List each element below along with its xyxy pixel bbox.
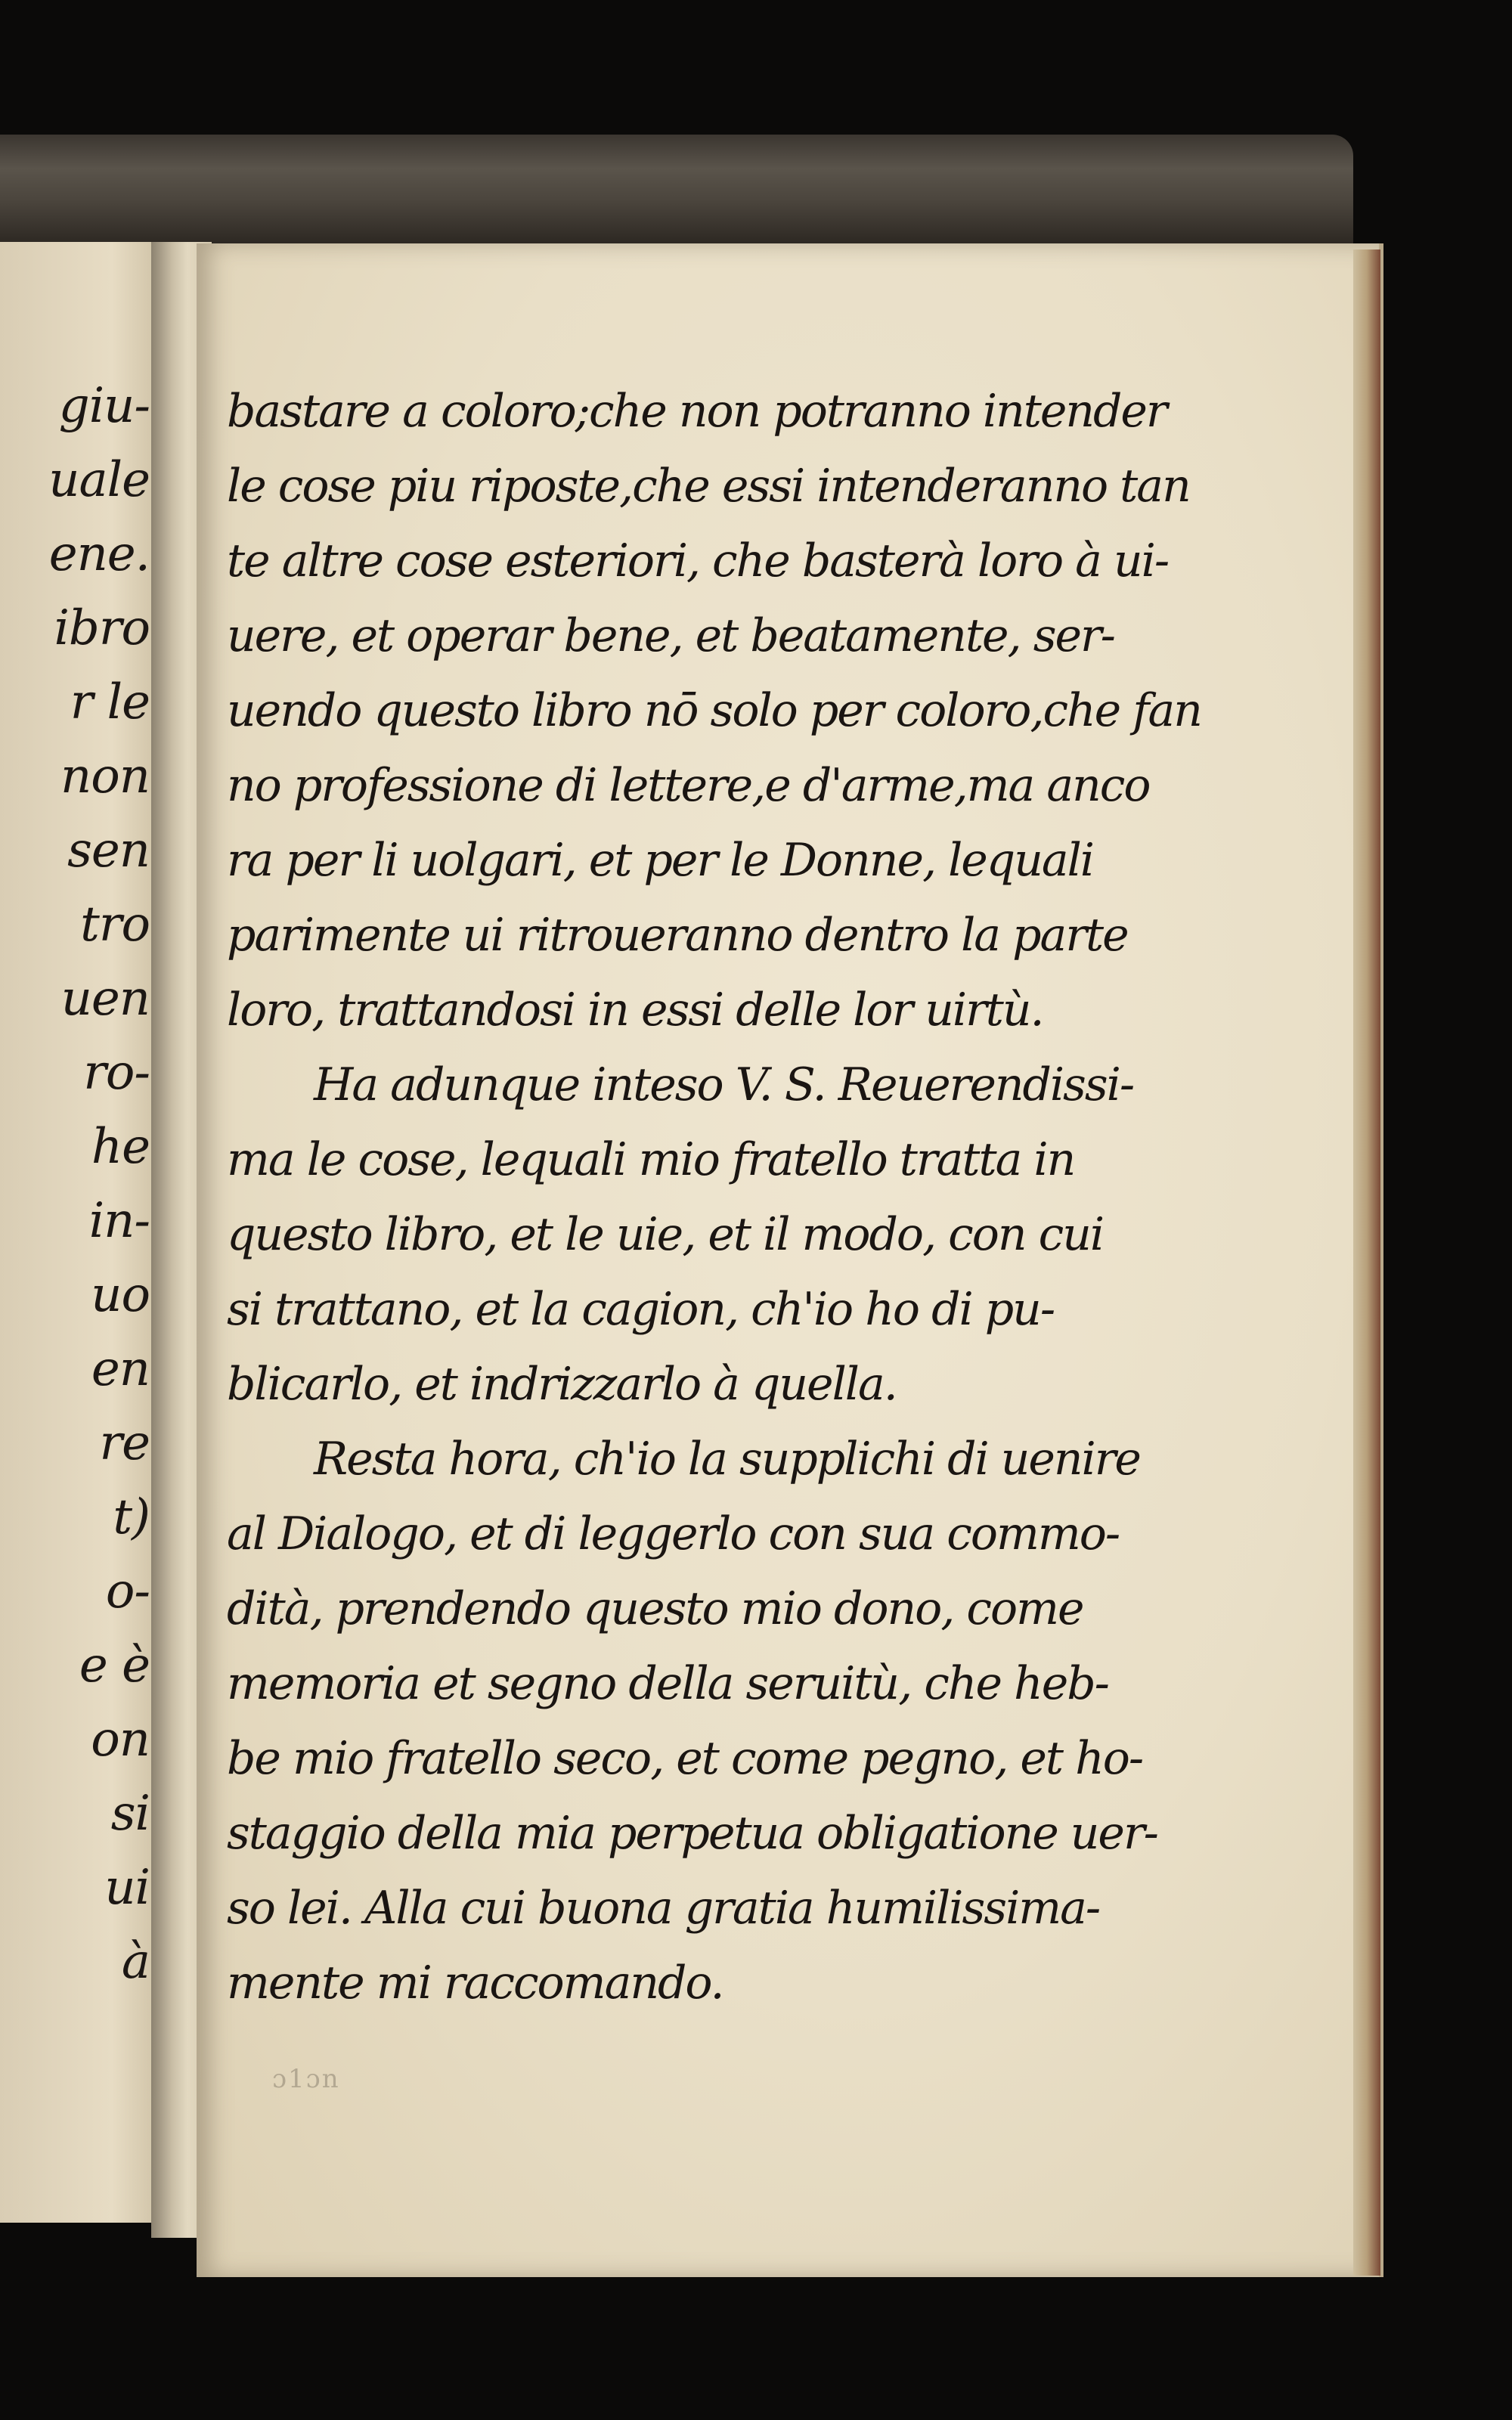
text-line: te altre cose esteriori, che basterà loro à ui- (227, 535, 1169, 587)
book-binding (0, 135, 1353, 248)
text-line: no professione di lettere,e d'arme,ma anco (227, 759, 1150, 812)
left-page-fragment: he (91, 1119, 150, 1175)
left-page-fragment: non (60, 748, 150, 804)
show-through-trace: ɔ1ɔn (272, 2064, 340, 2094)
left-page-fragment: si (110, 1786, 150, 1842)
left-page-fragment: re (99, 1415, 150, 1471)
left-page-fragment: ene. (48, 526, 150, 582)
left-page-fragment: t) (113, 1489, 150, 1545)
left-page-fragment: uo (91, 1267, 150, 1323)
text-line: staggio della mia perpetua obligatione uer- (227, 1807, 1157, 1860)
text-line: ra per li uolgari, et per le Donne, lequali (227, 834, 1093, 887)
text-line: mente mi raccomando. (227, 1957, 723, 2009)
text-line: be mio fratello seco, et come pegno, et ho- (227, 1732, 1143, 1785)
text-line: dità, prendendo questo mio dono, come (227, 1582, 1083, 1635)
paragraph-start-line: Resta hora, ch'io la supplichi di uenire (314, 1433, 1140, 1486)
left-page-fragment: ro- (83, 1045, 150, 1101)
text-line: bastare a coloro;che non potranno intender (227, 385, 1167, 438)
left-page-fragment: tro (80, 897, 150, 953)
text-line: al Dialogo, et di leggerlo con sua commo- (227, 1507, 1120, 1560)
left-page-fragment: sen (67, 823, 150, 878)
left-page-fragment: giu- (58, 378, 150, 434)
left-page-fragment: en (91, 1341, 150, 1397)
left-page-fragment: on (91, 1712, 150, 1768)
text-line: so lei. Alla cui buona gratia humilissima- (227, 1882, 1100, 1935)
text-line: parimente ui ritroueranno dentro la parte (227, 909, 1128, 962)
left-page-fragment: in- (88, 1193, 150, 1249)
text-line: questo libro, et le uie, et il modo, con cui (227, 1208, 1104, 1261)
text-line: memoria et segno della seruitù, che heb- (227, 1657, 1108, 1710)
page-edge (1353, 249, 1380, 2276)
left-page-fragment: ibro (54, 600, 150, 656)
left-page-fragment: uen (60, 971, 150, 1027)
text-line: uere, et operar bene, et beatamente, ser- (227, 609, 1114, 662)
text-line: blicarlo, et indrizzarlo à quella. (227, 1358, 897, 1411)
text-line: le cose piu riposte,che essi intenderanno tan (227, 460, 1190, 513)
text-line: si trattano, et la cagion, ch'io ho di pu- (227, 1283, 1055, 1336)
text-line: uendo questo libro nō solo per coloro,che fan (227, 684, 1201, 737)
left-page-fragment: o- (105, 1563, 150, 1619)
text-line: loro, trattandosi in essi delle lor uirtù. (227, 984, 1043, 1036)
left-page-fragment: à (121, 1934, 150, 1990)
paragraph-start-line: Ha adunque inteso V. S. Reuerendissi- (314, 1058, 1134, 1111)
left-page-fragment: ui (104, 1860, 150, 1916)
text-line: ma le cose, lequali mio fratello tratta in (227, 1133, 1075, 1186)
left-page (0, 242, 160, 2223)
left-page-fragment: e è (79, 1638, 150, 1693)
left-page-fragment: r le (70, 674, 150, 730)
left-page-fragment: uale (48, 452, 150, 508)
main-text-block (227, 374, 1201, 2021)
